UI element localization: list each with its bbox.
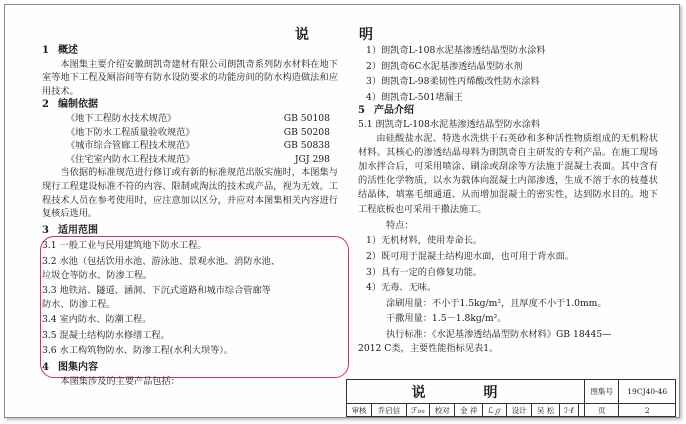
- section-1-paragraph: 本图集主要介绍安徽朗凯奇建材有限公司朗凯奇系列防水材料在地下室等地下工程及厕浴间等有防水设防要求的功能房间的防水构造做法和应用技术。: [42, 58, 338, 97]
- product-item: 3）朗凯奇L-98柔韧性丙烯酸改性防水涂料: [366, 76, 540, 88]
- title-block: [346, 379, 676, 417]
- left-column: [42, 44, 338, 388]
- section-4-heading: [42, 361, 338, 375]
- scope-item: 3.2 水池（包括饮用水池、游泳池、景观水池、消防水池、: [42, 255, 281, 267]
- standard-row: [42, 139, 338, 153]
- section-3-heading: [42, 224, 338, 238]
- dosage-dry: 干撒用量：1.5－1.8kg/m²。: [386, 313, 507, 325]
- checker-name: 金 祥: [455, 404, 483, 417]
- page-number: 2: [619, 404, 676, 417]
- section-title: 产品介绍: [374, 105, 414, 117]
- section-number: 2: [42, 99, 49, 111]
- feature-item: 3）具有一定的自修复功能。: [366, 266, 483, 278]
- atlas-number: 19CJ40-46: [619, 380, 676, 404]
- feature-item: 4）无毒、无味。: [366, 282, 437, 294]
- standard-row: [42, 153, 338, 167]
- atlas-label: 图集号: [584, 380, 619, 404]
- standard-line: 执行标准：《水泥基渗透结晶型防水材料》GB 18445—: [386, 328, 612, 340]
- section-1-heading: [42, 44, 338, 58]
- section-number: 5: [358, 105, 365, 117]
- scope-item: 3.3 地铁站、隧道、涵洞、下沉式道路和城市综合管廊等: [42, 285, 271, 297]
- page-label: 页: [584, 404, 619, 417]
- section-title: 编制依据: [58, 99, 98, 111]
- section-title: 适用范围: [58, 224, 98, 236]
- standard-row: [42, 112, 338, 126]
- section-5-heading: [358, 104, 658, 118]
- feature-item: 1）无机材料，使用寿命长。: [366, 235, 483, 247]
- dosage-brush: 涂刷用量：不小于1.5kg/m²，且厚度不小于1.0mm。: [386, 297, 607, 309]
- section-4-paragraph: 本图集涉及的主要产品包括：: [60, 375, 180, 387]
- scope-item: 防水、防渗工程。: [42, 298, 116, 310]
- scope-item: 3.4 室内防水、防潮工程。: [42, 314, 152, 326]
- designer-signature: ℐ·ℓ: [560, 404, 578, 417]
- scope-item: 垃圾仓等防水、防渗工程。: [42, 269, 153, 281]
- feature-item: 2）既可用于混凝土结构迎水面，也可用于背水面。: [366, 250, 574, 262]
- product-item: 1）朗凯奇L-108水泥基渗透结晶型防水涂料: [366, 45, 546, 56]
- product-description: 由硅酸盐水泥、特选水洗烘干石英砂和多种活性物质组成的无机粉状材料。其核心的渗透结晶母料为朗凯奇自主研发的专利产品。在施工现场加水拌合后，可采用喷涂、刷涂或刮涂等方法施于混凝土表面。其中含有的活性化学物质，以水为载体向混凝土内部渗透，生成不溶于水的枝蔓状结晶体，填塞毛细通道、从而增加混凝土的密实性，达到防水目的。地下工程底板也可采用干撒法施工。: [358, 132, 658, 215]
- standard-code: JGJ 298: [294, 153, 330, 165]
- scope-item: 3.1 一般工业与民用建筑地下防水工程。: [42, 240, 207, 252]
- page-title: 说 明: [295, 27, 391, 43]
- standard-name: 《城市综合管廊工程技术规范》: [66, 140, 195, 152]
- section-2-heading: [42, 98, 338, 112]
- review-label: 审核: [347, 404, 372, 417]
- section-title: 图集内容: [58, 362, 98, 374]
- checker-signature: ℒℊ: [483, 404, 507, 417]
- subsection-title: 5.1 朗凯奇L-108水泥基渗透结晶型防水涂料: [358, 118, 541, 130]
- right-column: [358, 44, 658, 355]
- scope-item: 3.6 水工构筑物防水、防渗工程(水利大坝等）。: [42, 345, 234, 357]
- standard-row: [42, 126, 338, 140]
- scope-item: 3.5 混凝土结构防水修缮工程。: [42, 329, 170, 341]
- product-item: 4）朗凯奇L-501堵漏王: [366, 91, 463, 103]
- section-number: 4: [42, 362, 49, 374]
- standard-code: GB 50108: [283, 112, 330, 124]
- reviewer-signature: ℱℴℴ: [406, 404, 429, 417]
- standard-line-cont: 2012 C类，主要性能指标见表1。: [358, 342, 499, 354]
- reviewer-name: 乔启信: [372, 404, 407, 417]
- standard-name: 《地下工程防水技术规范》: [66, 112, 177, 124]
- section-number: 3: [42, 224, 49, 236]
- design-label: 设计: [507, 404, 532, 417]
- features-title: 特点：: [386, 219, 414, 231]
- standard-code: GB 50838: [283, 140, 330, 152]
- section-title: 概述: [58, 45, 78, 56]
- section-number: 1: [42, 45, 49, 56]
- product-item: 2）朗凯奇6C水泥基渗透结晶型防水剂: [366, 60, 523, 72]
- check-label: 校对: [430, 404, 455, 417]
- standard-name: 《地下防水工程质量验收规范》: [66, 126, 195, 138]
- standard-code: GB 50208: [283, 126, 330, 138]
- designer-name: 吴 松: [532, 404, 560, 417]
- title-block-title: 说 明: [347, 380, 585, 404]
- section-2-paragraph: 当依据的标准规范进行修订或有新的标准规范出版实施时，本图集与现行工程建设标准不符的内容、限制或淘汰的技术或产品，视为无效。工程技术人员在参考使用时，应注意加以区分，并应对本图集相关内容进行复核后选用。: [42, 167, 338, 220]
- standard-name: 《住宅室内防水工程技术规范》: [66, 153, 195, 165]
